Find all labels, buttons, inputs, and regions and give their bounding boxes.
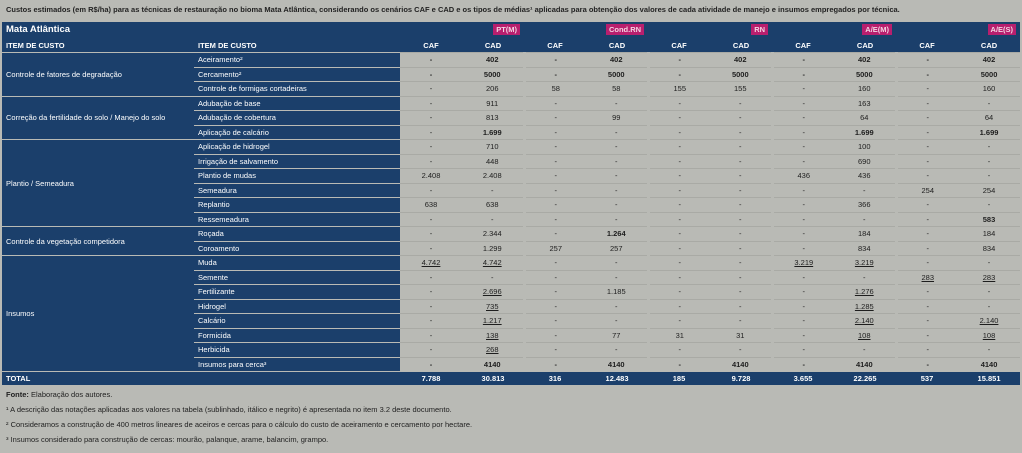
cell-value: 4140: [586, 357, 648, 372]
cell-value: 1.699: [834, 125, 896, 140]
cell-value: -: [400, 241, 462, 256]
cell-value: -: [896, 198, 958, 213]
cell-value: -: [772, 212, 834, 227]
cell-value: 257: [524, 241, 586, 256]
cell-value: -: [524, 96, 586, 111]
cell-value: 3.219: [834, 256, 896, 271]
cell-value: -: [896, 285, 958, 300]
cell-value: 2.408: [400, 169, 462, 184]
cell-value: -: [710, 111, 772, 126]
cell-value: -: [524, 140, 586, 155]
cell-value: -: [586, 314, 648, 329]
cell-value: -: [586, 140, 648, 155]
cell-value: -: [896, 328, 958, 343]
cell-value: 1.185: [586, 285, 648, 300]
cell-value: -: [772, 227, 834, 242]
cell-value: 283: [958, 270, 1020, 285]
row-item-label: Aceiramento²: [194, 53, 400, 68]
cell-value: -: [772, 241, 834, 256]
cell-value: 31: [710, 328, 772, 343]
cell-value: 1.699: [462, 125, 524, 140]
cell-value: -: [958, 343, 1020, 358]
cell-value: -: [400, 125, 462, 140]
footnote-1: ¹ A descrição das notações aplicadas aos valores na tabela (sublinhado, itálico e negrito) é apresentada no item 3.2 deste documento.: [6, 405, 452, 414]
cell-value: -: [648, 343, 710, 358]
cell-value: 184: [958, 227, 1020, 242]
cell-value: -: [896, 227, 958, 242]
cell-value: 206: [462, 82, 524, 97]
cell-value: 4140: [958, 357, 1020, 372]
col-header-cad: CAD: [710, 38, 772, 53]
cell-value: -: [896, 357, 958, 372]
cell-value: -: [834, 343, 896, 358]
cell-value: 834: [958, 241, 1020, 256]
total-value: 185: [648, 372, 710, 386]
col-header-caf: CAF: [400, 38, 462, 53]
cell-value: -: [958, 256, 1020, 271]
row-item-label: Calcário: [194, 314, 400, 329]
cell-value: 5000: [958, 67, 1020, 82]
cell-value: 268: [462, 343, 524, 358]
row-item-label: Herbicida: [194, 343, 400, 358]
cell-value: -: [710, 270, 772, 285]
cell-value: 638: [400, 198, 462, 213]
scenario-rn: RN: [648, 22, 772, 38]
cell-value: 4.742: [462, 256, 524, 271]
col-header-caf: CAF: [772, 38, 834, 53]
cell-value: 100: [834, 140, 896, 155]
cell-value: -: [710, 241, 772, 256]
cell-value: 2.140: [834, 314, 896, 329]
cell-value: -: [400, 343, 462, 358]
cell-value: -: [648, 241, 710, 256]
cell-value: -: [710, 198, 772, 213]
row-item-label: Adubação de base: [194, 96, 400, 111]
cell-value: -: [710, 299, 772, 314]
cell-value: 64: [958, 111, 1020, 126]
cell-value: 163: [834, 96, 896, 111]
cell-value: -: [586, 299, 648, 314]
cell-value: 58: [586, 82, 648, 97]
row-item-label: Semente: [194, 270, 400, 285]
cell-value: 1.276: [834, 285, 896, 300]
cell-value: 4140: [710, 357, 772, 372]
table-row: [2, 227, 1020, 242]
cell-value: -: [896, 256, 958, 271]
total-value: 9.728: [710, 372, 772, 386]
cell-value: -: [524, 154, 586, 169]
cell-value: -: [524, 270, 586, 285]
cell-value: -: [710, 227, 772, 242]
cell-value: 402: [586, 53, 648, 68]
cell-value: -: [648, 357, 710, 372]
cell-value: -: [896, 53, 958, 68]
cell-value: -: [524, 299, 586, 314]
row-item-label: Semeadura: [194, 183, 400, 198]
cell-value: 638: [462, 198, 524, 213]
cell-value: 710: [462, 140, 524, 155]
cell-value: -: [524, 125, 586, 140]
cell-value: 402: [462, 53, 524, 68]
cell-value: -: [524, 67, 586, 82]
total-value: 22.265: [834, 372, 896, 386]
cell-value: -: [648, 125, 710, 140]
col-header-cad: CAD: [462, 38, 524, 53]
row-item-label: Formicida: [194, 328, 400, 343]
cell-value: -: [772, 154, 834, 169]
cell-value: -: [586, 183, 648, 198]
table-body: [2, 53, 1020, 372]
cell-value: -: [958, 285, 1020, 300]
cell-value: 448: [462, 154, 524, 169]
cell-value: -: [710, 140, 772, 155]
cell-value: 108: [958, 328, 1020, 343]
cell-value: -: [896, 241, 958, 256]
row-item-label: Fertilizante: [194, 285, 400, 300]
cell-value: 4140: [834, 357, 896, 372]
cell-value: 366: [834, 198, 896, 213]
cell-value: -: [772, 82, 834, 97]
cell-value: 402: [958, 53, 1020, 68]
cell-value: -: [462, 270, 524, 285]
row-group-label: Correção da fertilidade do solo / Manejo do solo: [2, 96, 194, 140]
cell-value: -: [400, 212, 462, 227]
cell-value: 155: [710, 82, 772, 97]
cell-value: 2.140: [958, 314, 1020, 329]
cell-value: -: [772, 183, 834, 198]
cell-value: -: [400, 154, 462, 169]
cell-value: 31: [648, 328, 710, 343]
cell-value: -: [834, 183, 896, 198]
table-row: [2, 53, 1020, 68]
cell-value: -: [586, 212, 648, 227]
cell-value: -: [400, 67, 462, 82]
cell-value: -: [772, 314, 834, 329]
row-group-label: Plantio / Semeadura: [2, 140, 194, 227]
cell-value: 436: [834, 169, 896, 184]
scenario-ptm: PT(M): [400, 22, 524, 38]
cell-value: -: [648, 227, 710, 242]
cell-value: -: [586, 198, 648, 213]
cell-value: -: [586, 154, 648, 169]
cell-value: -: [586, 343, 648, 358]
scenario-aes: A/E(S): [896, 22, 1020, 38]
cell-value: 138: [462, 328, 524, 343]
cell-value: 2.408: [462, 169, 524, 184]
cell-value: -: [586, 256, 648, 271]
cell-value: -: [772, 67, 834, 82]
cell-value: -: [896, 111, 958, 126]
cell-value: -: [772, 299, 834, 314]
cell-value: -: [710, 314, 772, 329]
cell-value: -: [648, 198, 710, 213]
scenario-aem: A/E(M): [772, 22, 896, 38]
cell-value: -: [524, 328, 586, 343]
cell-value: -: [834, 212, 896, 227]
table-caption: Custos estimados (em R$/ha) para as técnicas de restauração no bioma Mata Atlântica, considerando os cenários CAF e CAD e os tipos de médias¹ aplicadas para obtenção dos valores de cada atividade de manejo e insumos empregados por técnica.: [6, 5, 900, 14]
cell-value: -: [772, 140, 834, 155]
cell-value: -: [772, 198, 834, 213]
cell-value: -: [648, 212, 710, 227]
total-value: 7.788: [400, 372, 462, 386]
cell-value: 2.344: [462, 227, 524, 242]
cell-value: -: [772, 328, 834, 343]
cell-value: -: [400, 140, 462, 155]
cell-value: 4140: [462, 357, 524, 372]
cell-value: -: [958, 96, 1020, 111]
cell-value: -: [648, 140, 710, 155]
cell-value: -: [772, 357, 834, 372]
cell-value: 402: [834, 53, 896, 68]
row-item-label: Irrigação de salvamento: [194, 154, 400, 169]
cell-value: -: [524, 357, 586, 372]
cell-value: -: [648, 154, 710, 169]
cell-value: -: [710, 285, 772, 300]
cell-value: 257: [586, 241, 648, 256]
cell-value: -: [896, 212, 958, 227]
row-group-label: Controle de fatores de degradação: [2, 53, 194, 97]
row-item-label: Hidrogel: [194, 299, 400, 314]
total-value: 316: [524, 372, 586, 386]
cell-value: -: [524, 53, 586, 68]
cell-value: -: [400, 227, 462, 242]
row-item-label: Adubação de cobertura: [194, 111, 400, 126]
cell-value: -: [710, 343, 772, 358]
col-header-cad: CAD: [834, 38, 896, 53]
cell-value: -: [648, 169, 710, 184]
cell-value: 2.696: [462, 285, 524, 300]
cell-value: -: [958, 140, 1020, 155]
cell-value: -: [400, 328, 462, 343]
cell-value: 402: [710, 53, 772, 68]
cell-value: 1.217: [462, 314, 524, 329]
cell-value: -: [648, 270, 710, 285]
total-value: 12.483: [586, 372, 648, 386]
cell-value: -: [400, 285, 462, 300]
source-note: Fonte: Elaboração dos autores.: [6, 390, 113, 399]
total-value: 537: [896, 372, 958, 386]
cell-value: -: [710, 169, 772, 184]
col-header-cad: CAD: [958, 38, 1020, 53]
cell-value: -: [772, 270, 834, 285]
cell-value: 1.299: [462, 241, 524, 256]
footnotes: [6, 390, 472, 450]
cell-value: -: [772, 53, 834, 68]
cell-value: -: [586, 270, 648, 285]
col-header-caf: CAF: [524, 38, 586, 53]
cost-table: [2, 22, 1020, 385]
cell-value: 4.742: [400, 256, 462, 271]
cell-value: -: [958, 198, 1020, 213]
cell-value: -: [524, 169, 586, 184]
cell-value: -: [462, 183, 524, 198]
cell-value: -: [524, 227, 586, 242]
cell-value: -: [462, 212, 524, 227]
cell-value: -: [524, 314, 586, 329]
cell-value: -: [896, 125, 958, 140]
cell-value: 834: [834, 241, 896, 256]
cell-value: 690: [834, 154, 896, 169]
cell-value: 160: [834, 82, 896, 97]
cell-value: 58: [524, 82, 586, 97]
cell-value: 283: [896, 270, 958, 285]
col-header-item: ITEM DE CUSTO: [194, 38, 400, 53]
cell-value: -: [896, 154, 958, 169]
header-column-row: [2, 38, 1020, 53]
cell-value: -: [896, 82, 958, 97]
table-row: [2, 96, 1020, 111]
col-header-caf: CAF: [648, 38, 710, 53]
cell-value: -: [524, 183, 586, 198]
footnote-3: ³ Insumos considerado para construção de cercas: mourão, palanque, arame, balancim, grampo.: [6, 435, 329, 444]
cell-value: -: [524, 343, 586, 358]
cell-value: -: [896, 169, 958, 184]
row-item-label: Aplicação de calcário: [194, 125, 400, 140]
row-item-label: Aplicação de hidrogel: [194, 140, 400, 155]
col-header-caf: CAF: [896, 38, 958, 53]
cell-value: 1.285: [834, 299, 896, 314]
cell-value: 5000: [834, 67, 896, 82]
table-title: Mata Atlântica: [2, 22, 400, 38]
col-header-cad: CAD: [586, 38, 648, 53]
row-item-label: Roçada: [194, 227, 400, 242]
cell-value: -: [710, 183, 772, 198]
cell-value: -: [648, 53, 710, 68]
cell-value: -: [400, 96, 462, 111]
table-row: [2, 256, 1020, 271]
cell-value: -: [648, 256, 710, 271]
row-item-label: Insumos para cerca³: [194, 357, 400, 372]
cell-value: -: [710, 154, 772, 169]
cell-value: -: [524, 198, 586, 213]
cell-value: -: [710, 96, 772, 111]
cell-value: -: [896, 140, 958, 155]
cell-value: 436: [772, 169, 834, 184]
row-item-label: Coroamento: [194, 241, 400, 256]
cell-value: -: [958, 169, 1020, 184]
cell-value: 1.699: [958, 125, 1020, 140]
cell-value: -: [710, 212, 772, 227]
cell-value: -: [524, 285, 586, 300]
cell-value: -: [772, 96, 834, 111]
cell-value: -: [400, 183, 462, 198]
row-item-label: Replantio: [194, 198, 400, 213]
cell-value: -: [586, 125, 648, 140]
cell-value: 3.219: [772, 256, 834, 271]
cell-value: -: [896, 67, 958, 82]
cell-value: 5000: [586, 67, 648, 82]
total-value: 15.851: [958, 372, 1020, 386]
cell-value: 583: [958, 212, 1020, 227]
cell-value: -: [524, 111, 586, 126]
cell-value: -: [648, 299, 710, 314]
total-row: [2, 372, 1020, 386]
footnote-2: ² Consideramos a construção de 400 metros lineares de aceiros e cercas para o cálculo do custo de aceiramento e cercamento por hectare.: [6, 420, 473, 429]
cell-value: -: [710, 125, 772, 140]
cell-value: -: [400, 111, 462, 126]
cell-value: -: [648, 111, 710, 126]
cell-value: -: [896, 299, 958, 314]
cell-value: -: [958, 299, 1020, 314]
cell-value: -: [524, 212, 586, 227]
row-item-label: Controle de formigas cortadeiras: [194, 82, 400, 97]
cell-value: -: [896, 96, 958, 111]
header-scenario-row: [2, 22, 1020, 38]
total-value: 3.655: [772, 372, 834, 386]
cell-value: 155: [648, 82, 710, 97]
cell-value: 77: [586, 328, 648, 343]
total-label: TOTAL: [2, 372, 400, 386]
row-item-label: Muda: [194, 256, 400, 271]
cell-value: -: [834, 270, 896, 285]
cell-value: -: [400, 314, 462, 329]
total-value: 30.813: [462, 372, 524, 386]
cell-value: -: [648, 67, 710, 82]
cell-value: -: [710, 256, 772, 271]
cell-value: -: [772, 125, 834, 140]
cell-value: -: [648, 314, 710, 329]
cell-value: 813: [462, 111, 524, 126]
cell-value: 64: [834, 111, 896, 126]
cell-value: 1.264: [586, 227, 648, 242]
cell-value: -: [400, 299, 462, 314]
cell-value: -: [400, 270, 462, 285]
row-group-label: Controle da vegetação competidora: [2, 227, 194, 256]
cell-value: -: [648, 96, 710, 111]
scenario-condrn: Cond.RN: [524, 22, 648, 38]
cell-value: 160: [958, 82, 1020, 97]
cell-value: -: [524, 256, 586, 271]
cell-value: 735: [462, 299, 524, 314]
cell-value: 5000: [710, 67, 772, 82]
row-group-label: Insumos: [2, 256, 194, 372]
cell-value: -: [400, 357, 462, 372]
cell-value: 99: [586, 111, 648, 126]
cell-value: -: [772, 343, 834, 358]
cell-value: -: [772, 111, 834, 126]
cell-value: -: [648, 183, 710, 198]
cell-value: 5000: [462, 67, 524, 82]
cell-value: -: [772, 285, 834, 300]
col-header-group: ITEM DE CUSTO: [2, 38, 194, 53]
cell-value: -: [648, 285, 710, 300]
cell-value: 254: [896, 183, 958, 198]
cell-value: -: [958, 154, 1020, 169]
row-item-label: Plantio de mudas: [194, 169, 400, 184]
cell-value: 184: [834, 227, 896, 242]
table-row: [2, 140, 1020, 155]
cell-value: 108: [834, 328, 896, 343]
cell-value: -: [896, 314, 958, 329]
cell-value: 911: [462, 96, 524, 111]
cell-value: -: [586, 96, 648, 111]
cell-value: -: [400, 82, 462, 97]
cell-value: -: [896, 343, 958, 358]
row-item-label: Cercamento²: [194, 67, 400, 82]
cell-value: -: [586, 169, 648, 184]
cell-value: -: [400, 53, 462, 68]
row-item-label: Ressemeadura: [194, 212, 400, 227]
cell-value: 254: [958, 183, 1020, 198]
